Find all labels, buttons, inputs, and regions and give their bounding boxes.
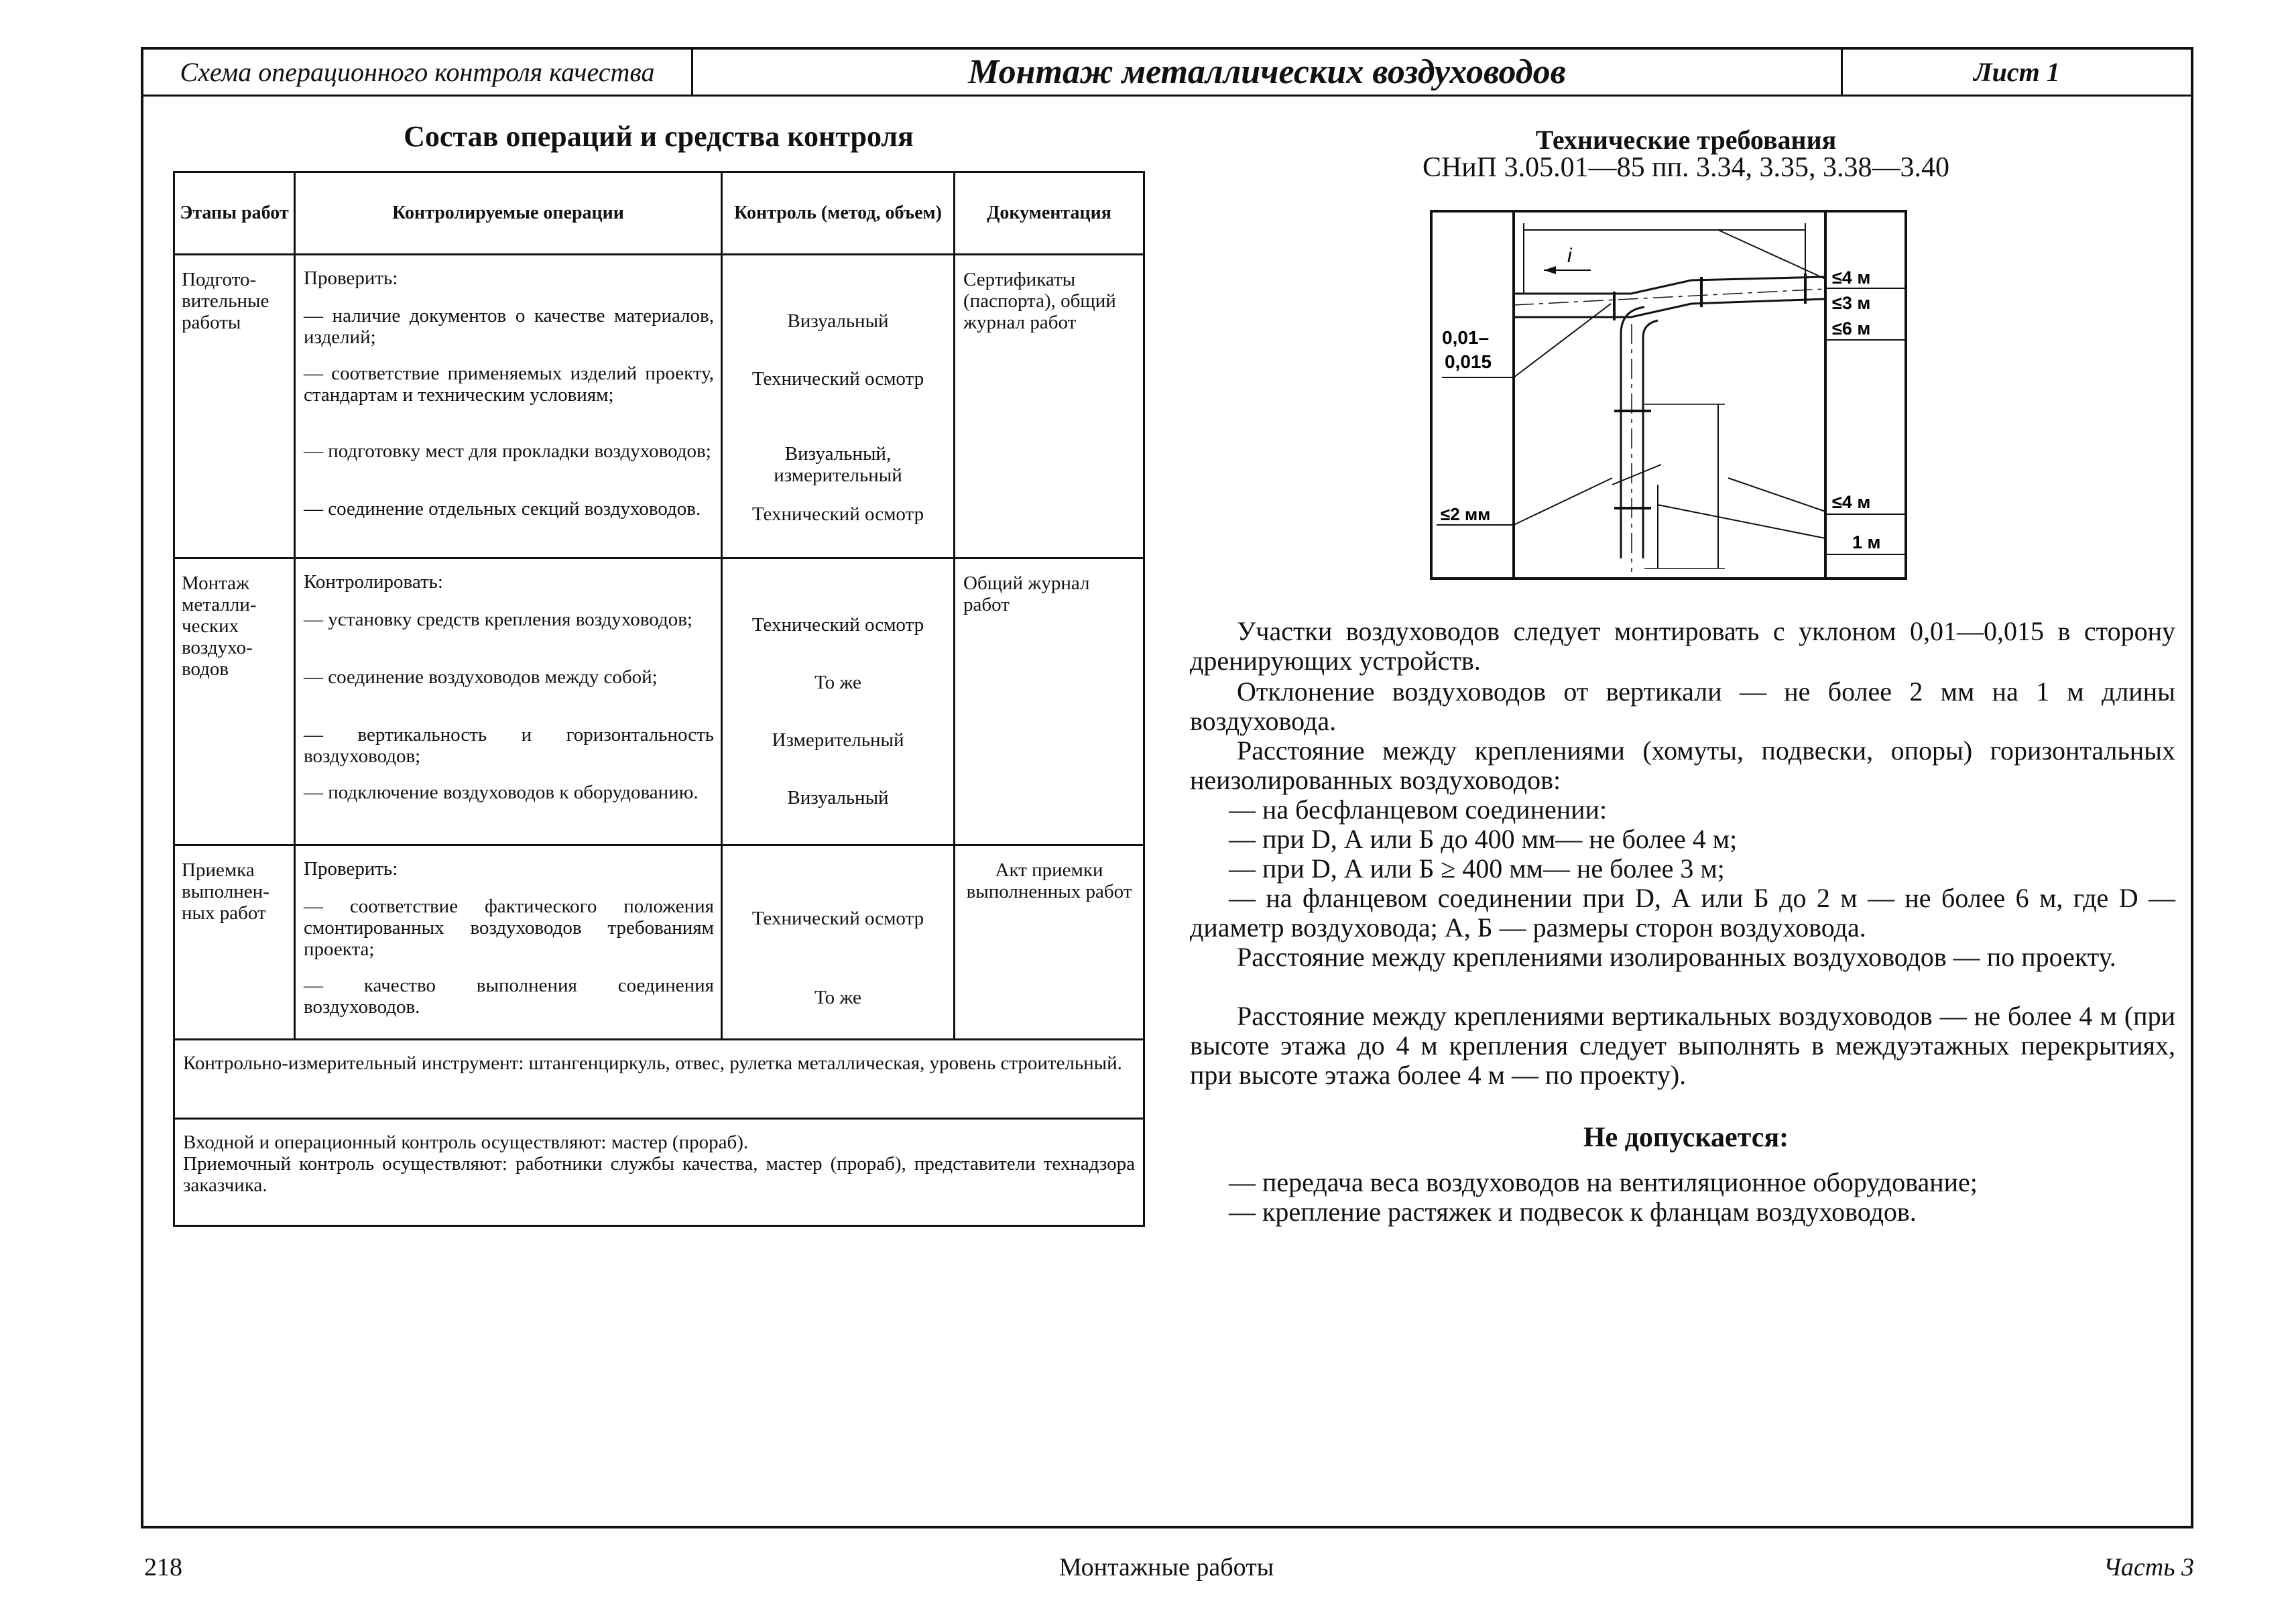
not-allowed-title: Не допускается: [1583, 1122, 1789, 1153]
table-row [174, 558, 1144, 845]
op-item: — вертикальность и горизонтальность воздуховодов; [304, 724, 714, 767]
control-line: Приемочный контроль осуществляют: работники службы качества, мастер (прораб), представители технадзора заказчика. [183, 1153, 1135, 1196]
header-sheet: Лист 1 [1974, 57, 2060, 87]
ops-head: Проверить: [304, 267, 398, 289]
dim-label: ≤3 м [1832, 293, 1871, 313]
vertical-dev-label: ≤2 мм [1441, 504, 1491, 524]
req-paragraph: — на бесфланцевом соединении: [1229, 794, 1608, 825]
control-cell [722, 558, 955, 845]
table-row [174, 255, 1144, 558]
not-allowed-item: — крепление растяжек и подвесок к фланцам воздуховодов. [1229, 1197, 1917, 1227]
vertical-duct [1621, 307, 1658, 558]
col-header-stage: Этапы работ [174, 172, 295, 255]
req-paragraph: Расстояние между креплениями изолированных воздуховодов — по проекту. [1237, 942, 2116, 972]
control-cell [722, 845, 955, 1040]
control-method: Визуальный [787, 310, 889, 332]
control-method: Технический осмотр [751, 368, 924, 389]
instruments-note: Контрольно-измерительный инструмент: штангенциркуль, отвес, рулетка металлическая, уровень строительный. [174, 1040, 1144, 1119]
col-header-docs: Документация [955, 172, 1144, 255]
operations-cell [295, 845, 722, 1040]
slope-label: i [1567, 245, 1572, 267]
control-cell [722, 255, 955, 558]
col-header-control: Контроль (метод, объем) [722, 172, 955, 255]
control-method: Технический осмотр [751, 908, 924, 929]
docs-cell: Акт приемки выполненных работ [955, 845, 1144, 1040]
table-row [174, 845, 1144, 1040]
control-method: То же [814, 672, 861, 693]
req-paragraph: Отклонение воздуховодов от вертикали — не более 2 мм на 1 м длины воздуховода. [1190, 676, 2175, 736]
op-item: — соответствие применяемых изделий проекту, стандартам и техническим условиям; [304, 363, 714, 406]
footer-section: Монтажные работы [1059, 1553, 1274, 1581]
page-number: 218 [144, 1553, 182, 1581]
req-paragraph: — при D, А или Б ≥ 400 мм— не более 3 м; [1229, 853, 1725, 884]
header-bar [143, 50, 2191, 97]
req-paragraph: Расстояние между креплениями вертикальных воздуховодов — не более 4 м (при высоте этажа до 4 м крепления следует выполнять в междуэтажных перекрытиях, при высоте этажа более 4 м — по проекту). [1190, 1001, 2175, 1090]
control-method: Измерительный [772, 729, 904, 751]
slope-value: 0,015 [1445, 351, 1492, 372]
req-paragraph: — на фланцевом соединении при D, А или Б до 2 м — не более 6 м, где D — диаметр воздуховода; А, Б — размеры сторон воздуховода. [1190, 883, 2175, 943]
control-method: Технический осмотр [751, 614, 924, 636]
req-paragraph: Расстояние между креплениями (хомуты, подвески, опоры) горизонтальных неизолированных воздуховодов: [1190, 735, 2175, 795]
table-header-row [174, 172, 1144, 255]
dim-label: ≤6 м [1832, 318, 1871, 339]
control-method: Визуальный, измерительный [774, 443, 902, 486]
op-item: — установку средств крепления воздуховодов; [304, 609, 692, 630]
col-header-operations: Контролируемые операции [295, 172, 722, 255]
control-method: Визуальный [787, 787, 889, 808]
req-paragraph: Участки воздуховодов следует монтировать с уклоном 0,01—0,015 в сторону дренирующих устройств. [1190, 616, 2175, 676]
control-line: Входной и операционный контроль осуществляют: мастер (прораб). [183, 1132, 749, 1153]
dim-label: ≤4 м [1832, 267, 1871, 288]
duct-axis [1514, 289, 1825, 305]
operations-table [173, 171, 1145, 1227]
op-item: — соединение отдельных секций воздуховодов. [304, 498, 701, 520]
docs-cell: Сертификаты (паспорта), общий журнал работ [955, 255, 1144, 558]
op-item: — соединение воздуховодов между собой; [304, 666, 658, 688]
tech-req-title: Технические требования [1535, 125, 1837, 155]
control-method: Технический осмотр [751, 503, 924, 525]
operations-cell [295, 255, 722, 558]
table-row [174, 1040, 1144, 1119]
stage-cell: Приемка выполнен-ных работ [174, 845, 295, 1040]
operations-cell [295, 558, 722, 845]
op-item: — подключение воздуховодов к оборудованию. [304, 782, 699, 803]
control-note [174, 1119, 1144, 1226]
stage-cell: Монтаж металли-ческих воздухо-водов [174, 558, 295, 845]
op-item: — качество выполнения соединения воздуховодов. [304, 975, 714, 1018]
ops-head: Проверить: [304, 858, 398, 880]
table-row [174, 1119, 1144, 1226]
header-title: Монтаж металлических воздуховодов [693, 50, 1843, 95]
not-allowed-item: — передача веса воздуховодов на вентиляционное оборудование; [1229, 1167, 1978, 1197]
diagram-border [1431, 211, 1906, 579]
op-item: — подготовку мест для прокладки воздуховодов; [304, 440, 711, 462]
req-paragraph: — при D, А или Б до 400 мм— не более 4 м; [1229, 824, 1738, 854]
tech-req-subtitle: СНиП 3.05.01—85 пп. 3.34, 3.35, 3.38—3.40 [1422, 152, 1950, 183]
dim-label: ≤4 м [1832, 492, 1871, 512]
stage-cell: Подгото-вительные работы [174, 255, 295, 558]
op-item: — соответствие фактического положения смонтированных воздуховодов требованиям проекта; [304, 896, 714, 960]
operations-title: Состав операций и средства контроля [404, 120, 914, 153]
ops-head: Контролировать: [304, 571, 443, 593]
header-left: Схема операционного контроля качества [143, 50, 693, 95]
dim-label: 1 м [1852, 532, 1881, 552]
op-item: — наличие документов о качестве материалов, изделий; [304, 305, 714, 348]
footer-part: Часть 3 [2103, 1553, 2194, 1581]
docs-cell: Общий журнал работ [955, 558, 1144, 845]
control-method: То же [814, 987, 861, 1008]
duct-diagram [1430, 210, 1907, 580]
slope-value: 0,01– [1442, 327, 1490, 348]
